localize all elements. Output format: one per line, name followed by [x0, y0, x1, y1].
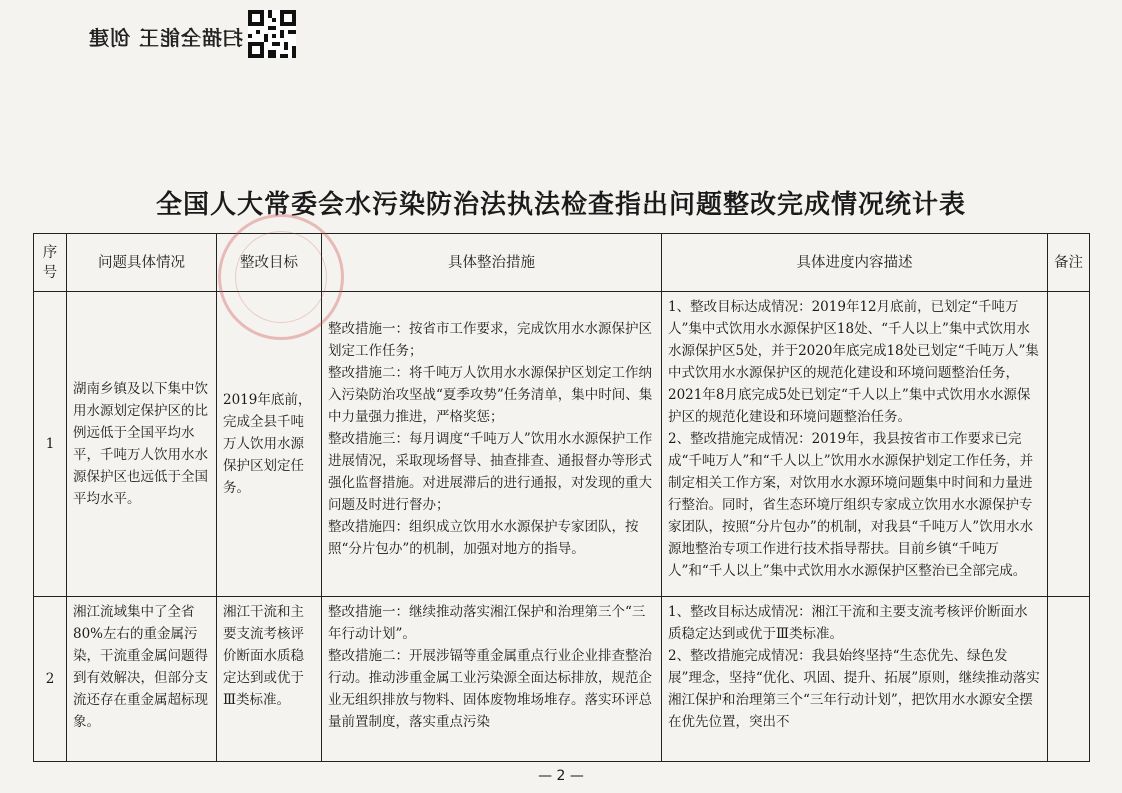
table-row	[34, 597, 1090, 762]
table-row	[34, 292, 1090, 597]
target-cell: 湘江干流和主要支流考核评价断面水质稳定达到或优于Ⅲ类标准。	[217, 597, 322, 762]
problem-cell: 湘江流域集中了全省80%左右的重金属污染，干流重金属问题得到有效解决，但部分支流还存在重金属超标现象。	[67, 597, 217, 762]
progress-cell	[662, 292, 1048, 597]
table-header-row	[34, 234, 1090, 292]
row-number: 1	[34, 292, 67, 597]
page-title: 全国人大常委会水污染防治法执法检查指出问题整改完成情况统计表	[155, 190, 966, 220]
progress-text: 1、整改目标达成情况：2019年12月底前，已划定“千吨万人”集中式饮用水水源保护区18处、“千人以上”集中式饮用水水源保护区5处，并于2020年底完成18处已划定“千吨万人”集中式饮用水水源保护区的规范化建设和环境问题整治任务，2021年8月底完成5处已划定“千人以上”集中式饮用水水源保护区的规范化建设和环境问题整治任务。 2、整改措施完成情况：2019年，我县按省市工作要求已完成“千吨万人”和“千人以上”饮用水水源保护划定工作任务，并制定相关工作方案，对饮用水水源环境问题集中时间和力量进行整治。同时，省生态环境厅组织专家成立饮用水水源保护专家团队，按照“分片包办”的机制，对我县“千吨万人”饮用水水源地整治专项工作进行技术指导帮扶。目前乡镇“千吨万人”和“千人以上”集中式饮用水水源保护区整治已全部完成。	[668, 299, 1039, 579]
col-header-measures: 具体整治措施	[322, 234, 662, 292]
col-header-remark: 备注	[1048, 234, 1090, 292]
col-header-target: 整改目标	[217, 234, 322, 292]
remark-cell	[1048, 597, 1090, 762]
scanner-watermark	[88, 10, 308, 60]
measures-text: 整改措施一：按省市工作要求，完成饮用水水源保护区划定工作任务； 整改措施二：将千吨万人饮用水水源保护区划定工作纳入污染防治攻坚战“夏季攻势”任务清单，集中时间、集中力量强力推进，严格奖惩； 整改措施三：每月调度“千吨万人”饮用水水源保护工作进展情况，采取现场督导、抽查排查、通报督办等形式强化监督措施。对进展滞后的进行通报，对发现的重大问题及时进行督办； 整改措施四：组织成立饮用水水源保护专家团队，按照“分片包办”的机制，加强对地方的指导。	[328, 321, 653, 557]
remark-cell	[1048, 292, 1090, 597]
col-header-no: 序号	[34, 234, 67, 292]
col-header-progress: 具体进度内容描述	[662, 234, 1048, 292]
watermark-text: 扫描全能王 创建	[88, 26, 243, 50]
measures-cell	[322, 597, 662, 762]
measures-text: 整改措施一：继续推动落实湘江保护和治理第三个“三年行动计划”。 整改措施二：开展涉镉等重金属重点行业企业排查整治行动。推动涉重金属工业污染源全面达标排放，规范企业无组织排放与物料、固体废物堆场堆存。落实环评总量前置制度，落实重点污染	[328, 604, 652, 730]
problem-cell: 湖南乡镇及以下集中饮用水源划定保护区的比例远低于全国平均水平，千吨万人饮用水水源保护区也远低于全国平均水平。	[67, 292, 217, 597]
progress-cell	[662, 597, 1048, 762]
qr-code-icon	[248, 10, 296, 58]
progress-text: 1、整改目标达成情况：湘江干流和主要支流考核评价断面水质稳定达到或优于Ⅲ类标准。 2、整改措施完成情况：我县始终坚持“生态优先、绿色发展”理念，坚持“优化、巩固、提升、拓展”原则，继续推动落实湘江保护和治理第三个“三年行动计划”，把饮用水水源安全摆在优先位置，突出不	[668, 604, 1040, 730]
row-number: 2	[34, 597, 67, 762]
page-number: — 2 —	[538, 768, 584, 784]
target-cell: 2019年底前，完成全县千吨万人饮用水源保护区划定任务。	[217, 292, 322, 597]
measures-cell	[322, 292, 662, 597]
col-header-problem: 问题具体情况	[67, 234, 217, 292]
rectification-table	[33, 233, 1090, 762]
